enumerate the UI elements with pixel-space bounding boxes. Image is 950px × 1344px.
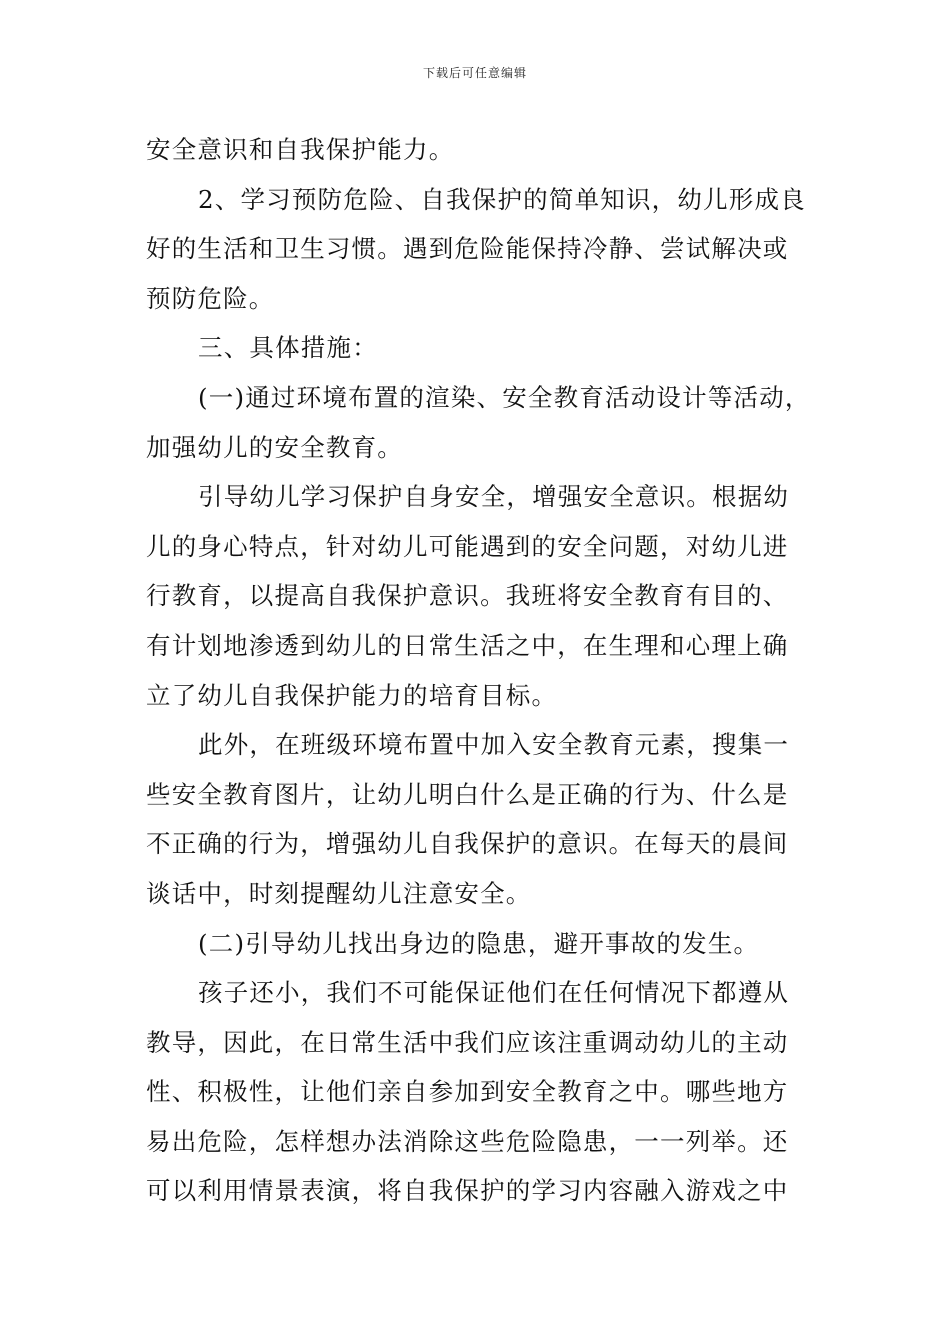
text-line: 谈话中，时刻提醒幼儿注意安全。 <box>146 878 532 908</box>
text-line: 加强幼儿的安全教育。 <box>146 432 403 462</box>
text-line: 教导，因此，在日常生活中我们应该注重调动幼儿的主动 <box>146 1027 789 1057</box>
text-line: 立了幼儿自我保护能力的培育目标。 <box>146 680 558 710</box>
subsection-heading: (二)引导幼儿找出身边的隐患，避开事故的发生。 <box>198 928 760 958</box>
text-line: 易出危险，怎样想办法消除这些危险隐患，一一列举。还 <box>146 1126 789 1156</box>
text-line: 此外，在班级环境布置中加入安全教育元素，搜集一 <box>198 730 790 760</box>
text-line: 安全意识和自我保护能力。 <box>146 135 455 164</box>
text-line: 预防危险。 <box>146 283 275 313</box>
text-line: 有计划地渗透到幼儿的日常生活之中，在生理和心理上确 <box>146 630 789 660</box>
text-line: 孩子还小，我们不可能保证他们在任何情况下都遵从 <box>198 978 790 1008</box>
text-line: 不正确的行为，增强幼儿自我保护的意识。在每天的晨间 <box>146 829 789 859</box>
page-header: 下载后可任意编辑 <box>422 66 527 80</box>
text-line: 性、积极性，让他们亲自参加到安全教育之中。哪些地方 <box>146 1077 789 1107</box>
section-heading: 三、具体措施： <box>198 333 378 363</box>
text-line: 引导幼儿学习保护自身安全，增强安全意识。根据幼 <box>198 482 790 512</box>
text-line: 些安全教育图片，让幼儿明白什么是正确的行为、什么是 <box>146 779 789 809</box>
text-line: 可以利用情景表演，将自我保护的学习内容融入游戏之中 <box>146 1176 789 1206</box>
text-line: 儿的身心特点，针对幼儿可能遇到的安全问题，对幼儿进 <box>146 531 789 561</box>
body-text <box>146 125 811 1216</box>
text-line: 行教育，以提高自我保护意识。我班将安全教育有目的、 <box>146 581 789 611</box>
subsection-heading: (一)通过环境布置的渲染、安全教育活动设计等活动， <box>198 382 811 412</box>
text-line: 2、学习预防危险、自我保护的简单知识，幼儿形成良 <box>198 184 806 214</box>
text-line: 好的生活和卫生习惯。遇到危险能保持冷静、尝试解决或 <box>146 234 789 264</box>
